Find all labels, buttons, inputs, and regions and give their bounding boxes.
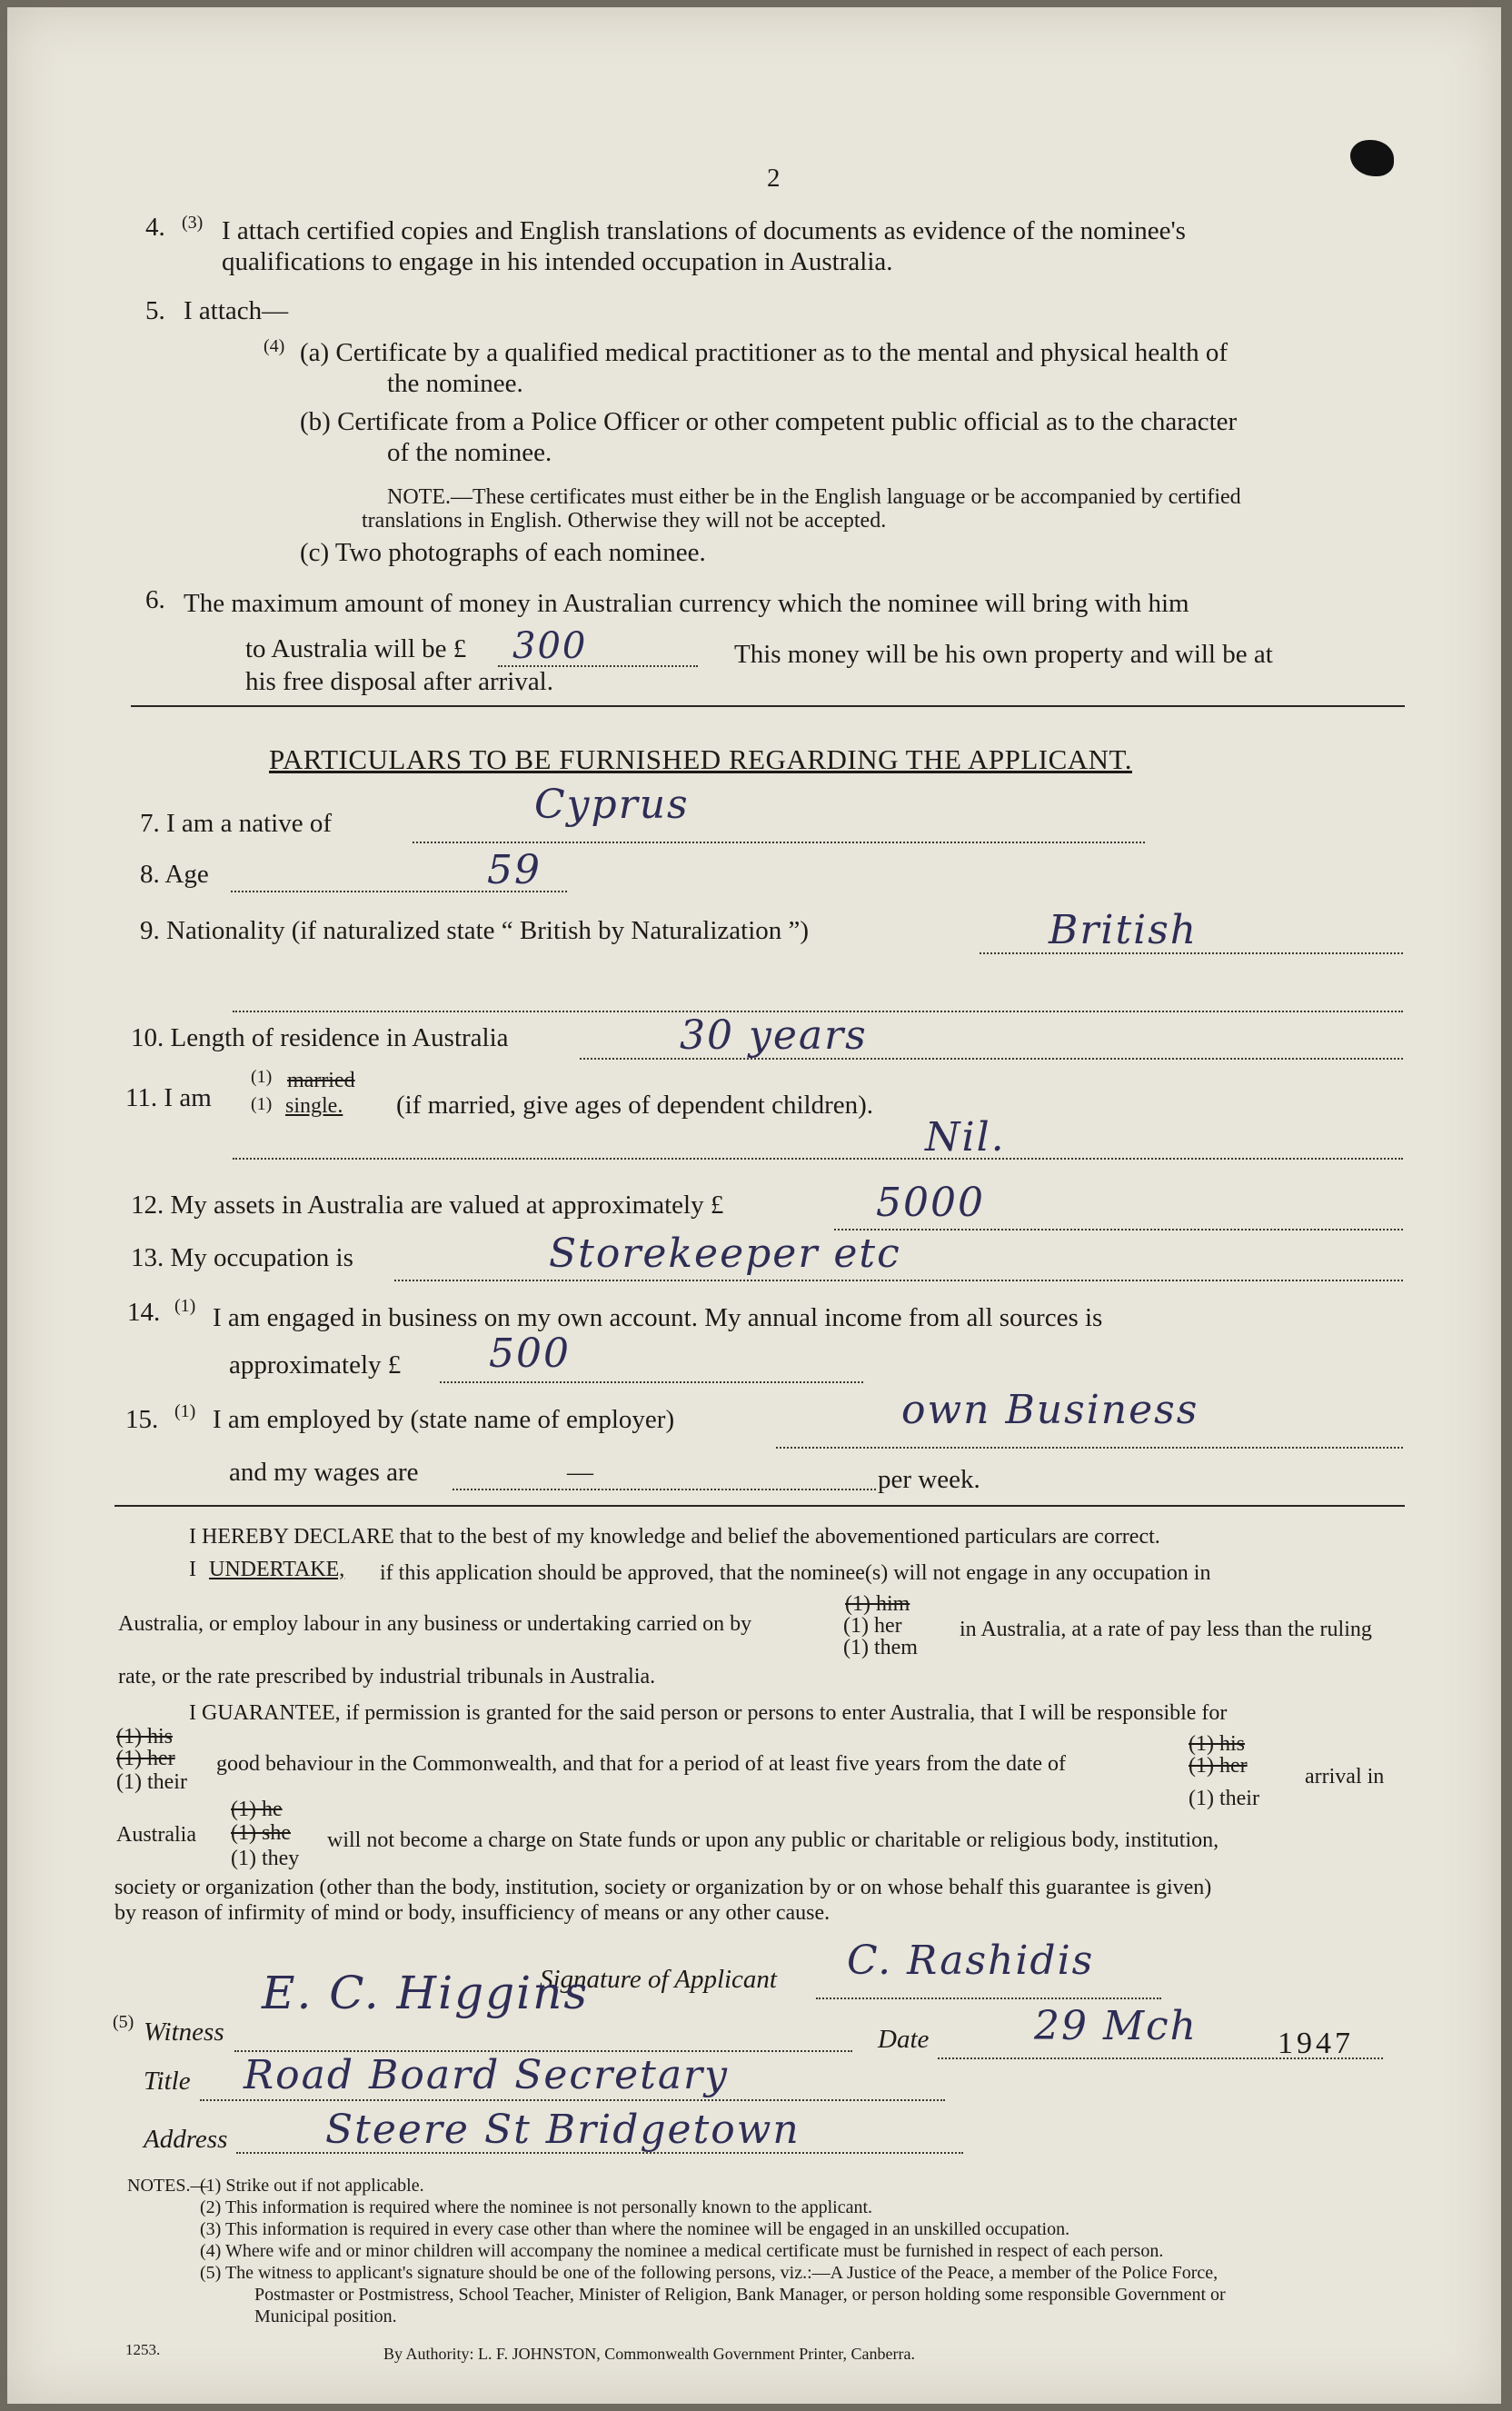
native-of-answer: Cyprus — [534, 782, 690, 828]
declare-line3b: in Australia, at a rate of pay less than the ruling — [960, 1618, 1372, 1641]
page-number: 2 — [767, 164, 781, 193]
q10-label: 10. Length of residence in Australia — [131, 1023, 509, 1052]
date-value: 29 Mch — [1034, 2003, 1199, 2049]
year-value: 1947 — [1278, 2027, 1354, 2060]
item5-b-line2: of the nominee. — [387, 438, 552, 467]
divider — [131, 705, 1405, 707]
q13-label: 13. My occupation is — [131, 1243, 353, 1272]
option-they: (1) they — [231, 1847, 300, 1870]
q11-rest: (if married, give ages of dependent children). — [396, 1091, 874, 1120]
occupation-answer: Storekeeper etc — [549, 1230, 901, 1277]
wages-label: and my wages are — [229, 1458, 419, 1487]
residence-answer: 30 years — [680, 1012, 868, 1059]
q11-ref-b: (1) — [251, 1094, 273, 1114]
title-value: Road Board Secretary — [244, 2052, 729, 2098]
item5-b-line1: (b) Certificate from a Police Officer or other competent public official as to the character — [300, 407, 1238, 436]
guarantee-australia: Australia — [116, 1823, 196, 1847]
signature-line — [816, 1998, 1161, 1999]
q12-label: 12. My assets in Australia are valued at approximately £ — [131, 1191, 724, 1220]
note-3: (3) This information is required in every case other than where the nominee will be engaged in an unskilled occupation. — [200, 2219, 1070, 2239]
q14-line — [440, 1381, 863, 1383]
item4-line2: qualifications to engage in his intended occupation in Australia. — [222, 247, 893, 276]
income-answer: 500 — [489, 1330, 571, 1377]
option-their-b: (1) their — [1189, 1787, 1259, 1810]
note-5b: Postmaster or Postmistress, School Teacher, Minister of Religion, Bank Manager, or person holding some responsible Government or — [254, 2285, 1226, 2305]
item5-note-line1: NOTE.—These certificates must either be in the English language or be accompanied by certified — [387, 485, 1241, 509]
q15-line1: I am employed by (state name of employer) — [213, 1405, 675, 1434]
q14-ref: (1) — [174, 1296, 196, 1316]
q15-line — [776, 1447, 1403, 1449]
q11-label: 11. I am — [125, 1083, 212, 1112]
ink-blot — [1350, 140, 1394, 176]
guarantee-line3: will not become a charge on State funds or upon any public or charitable or religious body, institution, — [327, 1828, 1219, 1852]
q14-number: 14. — [127, 1298, 161, 1327]
q11-ref-a: (1) — [251, 1067, 273, 1087]
address-value: Steere St Bridgetown — [325, 2107, 801, 2153]
printer-authority: By Authority: L. F. JOHNSTON, Commonwealth Government Printer, Canberra. — [383, 2345, 915, 2363]
signature-label: Signature of Applicant — [540, 1965, 777, 1994]
option-her: (1) her — [843, 1614, 902, 1638]
item5-number: 5. — [145, 296, 165, 325]
declare-line2: if this application should be approved, that the nominee(s) will not engage in any occupation in — [380, 1561, 1211, 1585]
q12-line — [834, 1229, 1403, 1230]
guarantee-line4: society or organization (other than the body, institution, society or organization by or on whose behalf this guarantee is given) — [114, 1876, 1212, 1899]
item6-line2a: to Australia will be £ — [245, 634, 467, 663]
option-her-b: (1) her — [1189, 1754, 1248, 1778]
q8-label: 8. Age — [140, 860, 209, 889]
q9-label: 9. Nationality (if naturalized state “ British by Naturalization ”) — [140, 916, 810, 945]
date-label: Date — [878, 2025, 930, 2054]
option-her2: (1) her — [116, 1747, 175, 1770]
employer-answer: own Business — [901, 1387, 1199, 1433]
item6-line3: his free disposal after arrival. — [245, 667, 553, 696]
option-he: (1) he — [231, 1798, 283, 1821]
item6-line1: The maximum amount of money in Australian currency which the nominee will bring with him — [184, 589, 1189, 618]
note-4: (4) Where wife and or minor children will accompany the nominee a medical certificate must be furnished in respect of each person. — [200, 2241, 1164, 2261]
q15-number: 15. — [125, 1405, 159, 1434]
note-5a: (5) The witness to applicant's signature should be one of the following persons, viz.:—A Justice of the Peace, a member of the Police Force, — [200, 2263, 1219, 2283]
declare-line3a: Australia, or employ labour in any business or undertaking carried on by — [118, 1612, 752, 1636]
undertake-i: I — [189, 1558, 196, 1581]
divider — [114, 1505, 1405, 1507]
note-2: (2) This information is required where the nominee is not personally known to the applicant. — [200, 2197, 873, 2217]
title-label: Title — [144, 2067, 191, 2096]
option-his: (1) his — [116, 1725, 173, 1748]
item5-a-line1: (a) Certificate by a qualified medical practitioner as to the mental and physical health of — [300, 338, 1228, 367]
title-line — [200, 2099, 945, 2101]
undertake-word: UNDERTAKE, — [209, 1558, 345, 1581]
item6-number: 6. — [145, 585, 165, 614]
note-1: (1) Strike out if not applicable. — [200, 2176, 424, 2196]
item5-a-line2: the nominee. — [387, 369, 523, 398]
single-option: single. — [285, 1094, 343, 1118]
option-she: (1) she — [231, 1821, 291, 1845]
nationality-answer: British — [1049, 907, 1199, 953]
item5-c: (c) Two photographs of each nominee. — [300, 538, 706, 567]
option-him: (1) him — [845, 1592, 910, 1616]
address-label: Address — [144, 2125, 228, 2154]
declare-line4: rate, or the rate prescribed by industrial tribunals in Australia. — [118, 1665, 656, 1689]
item5-note-line2: translations in English. Otherwise they will not be accepted. — [362, 509, 887, 533]
married-option: married — [287, 1069, 355, 1092]
q15-ref: (1) — [174, 1401, 196, 1421]
notes-label: NOTES.— — [127, 2176, 209, 2196]
form-number: 1253. — [125, 2341, 161, 2358]
guarantee-arrival: arrival in — [1305, 1765, 1385, 1788]
guarantee-line5: by reason of infirmity of mind or body, insufficiency of means or any other cause. — [114, 1901, 831, 1925]
q7-label: 7. I am a native of — [140, 809, 332, 838]
note-5c: Municipal position. — [254, 2306, 397, 2326]
option-their: (1) their — [116, 1770, 187, 1794]
assets-answer: 5000 — [876, 1180, 985, 1226]
option-them: (1) them — [843, 1636, 918, 1659]
applicant-signature: C. Rashidis — [847, 1938, 1095, 1984]
item4-line1: I attach certified copies and English translations of documents as evidence of the nominee's — [222, 216, 1186, 245]
wages-line — [453, 1489, 876, 1490]
q14-line2: approximately £ — [229, 1350, 402, 1380]
q11-line — [233, 1158, 1403, 1160]
per-week: per week. — [878, 1465, 980, 1494]
guarantee-line1: I GUARANTEE, if permission is granted for the said person or persons to enter Australia, that I will be responsible for — [189, 1701, 1228, 1725]
option-his-b: (1) his — [1189, 1732, 1245, 1756]
q13-line — [394, 1280, 1403, 1281]
money-amount: 300 — [512, 625, 588, 667]
declare-line1: I HEREBY DECLARE that to the best of my knowledge and belief the abovementioned particulars are correct. — [189, 1525, 1160, 1549]
witness-label: Witness — [144, 2017, 224, 2047]
dependents-answer: Nil. — [925, 1114, 1006, 1161]
item5-intro: I attach— — [184, 296, 289, 325]
item4-number: 4. — [145, 213, 165, 242]
witness-ref: (5) — [113, 2012, 134, 2032]
q7-line — [413, 842, 1145, 843]
item6-line2b: This money will be his own property and will be at — [734, 640, 1273, 669]
section-heading: PARTICULARS TO BE FURNISHED REGARDING THE APPLICANT. — [269, 743, 1132, 775]
age-answer: 59 — [487, 847, 542, 893]
q14-line1: I am engaged in business on my own account. My annual income from all sources is — [213, 1303, 1103, 1332]
item5-note-ref: (4) — [264, 336, 285, 356]
form-page — [7, 7, 1501, 2404]
wages-answer: — — [567, 1458, 593, 1487]
guarantee-line2: good behaviour in the Commonwealth, and that for a period of at least five years from the date of — [216, 1752, 1067, 1776]
item4-note-ref: (3) — [182, 213, 204, 233]
witness-signature: E. C. Higgins — [262, 1967, 590, 2019]
